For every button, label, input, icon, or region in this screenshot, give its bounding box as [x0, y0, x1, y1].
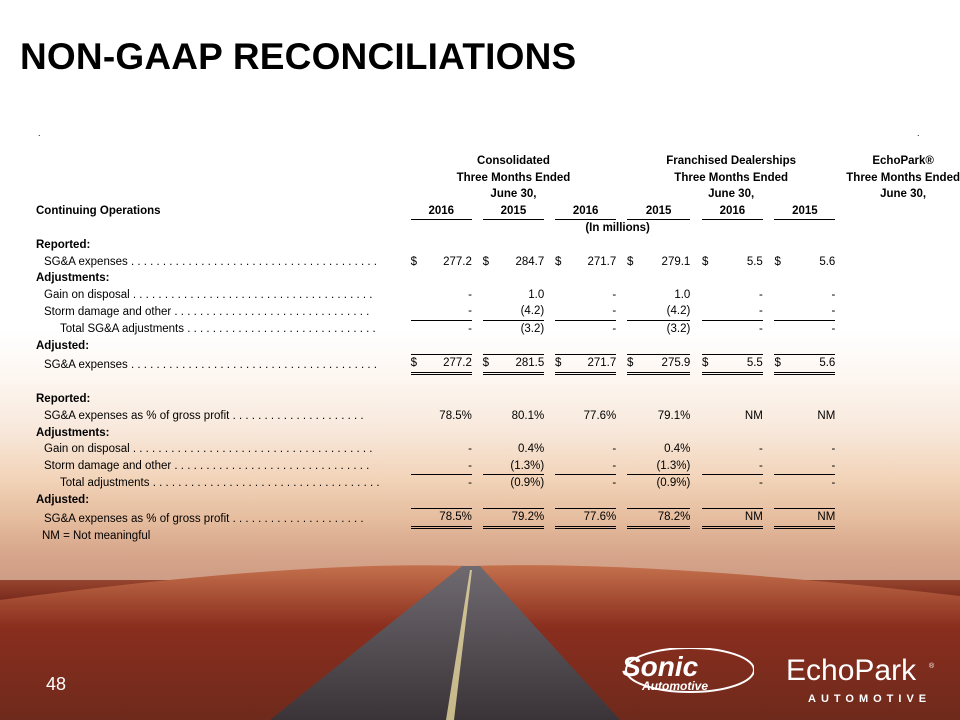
echopark-logo-mark: ®	[929, 663, 935, 670]
table-cell: 77.6%	[583, 409, 617, 422]
table-cell: 77.6%	[566, 509, 617, 528]
year-header: 2016	[411, 203, 472, 220]
row-label: SG&A expenses	[44, 358, 128, 371]
echopark-logo-sub: AUTOMOTIVE	[808, 693, 932, 705]
currency-symbol: $	[483, 355, 494, 374]
table-cell: 78.5%	[439, 409, 472, 422]
reconciliation-table	[36, 153, 960, 529]
table-cell: -	[468, 288, 472, 301]
dot-leader: . . . . . . . . . . . . . . . . . . . . . . . . . . . . . . . . . . . .	[149, 477, 380, 490]
table-cell: 284.7	[515, 255, 545, 268]
table-cell: NM	[744, 409, 763, 422]
header-row	[36, 186, 960, 203]
column-group-header: Three Months Ended	[674, 171, 789, 184]
table-cell: 1.0	[674, 288, 691, 301]
table-row	[36, 441, 960, 458]
row-label: SG&A expenses	[44, 255, 128, 268]
column-group-header: EchoPark®	[872, 155, 934, 167]
dot-leader: . . . . . . . . . . . . . . . . . . . . . . . . . . . . . . . . . . . . . . .	[127, 358, 377, 371]
table-cell: -	[713, 475, 763, 492]
table-cell: 5.5	[713, 355, 763, 374]
table-cell: 5.6	[819, 255, 836, 268]
header-row	[36, 153, 960, 170]
slide-number: 48	[46, 674, 67, 694]
currency-symbol: $	[482, 255, 490, 268]
year-header: 2015	[627, 203, 690, 220]
table-cell: NM	[713, 509, 763, 528]
row-label: Gain on disposal	[44, 288, 130, 301]
table-cell: 1.0	[528, 288, 545, 301]
sonic-logo-word: Sonic	[622, 651, 699, 682]
table-cell: -	[831, 459, 836, 472]
currency-symbol: $	[411, 355, 422, 374]
currency-symbol: $	[774, 255, 781, 268]
table-cell: -	[786, 475, 836, 492]
footnote: NM = Not meaningful	[42, 530, 151, 542]
table-row	[36, 320, 960, 337]
table-cell: -	[612, 288, 617, 301]
table-cell: (0.9%)	[493, 475, 544, 492]
section-label: Adjusted:	[36, 340, 90, 353]
table-body	[36, 153, 960, 528]
table-row	[36, 408, 960, 425]
row-label: Storm damage and other	[44, 305, 172, 318]
table-cell: (3.2)	[493, 320, 544, 337]
column-group-header: Three Months Ended	[846, 171, 960, 184]
section-label: Reported:	[36, 393, 91, 406]
table-cell: -	[758, 288, 763, 301]
unit-row	[36, 220, 960, 237]
unit-label: (In millions)	[585, 222, 650, 235]
table-cell: -	[421, 320, 472, 337]
currency-symbol: $	[701, 255, 709, 268]
dot-leader: . . . . . . . . . . . . . . . . . . . . . . . . . . . . . .	[184, 322, 376, 335]
echopark-logo-word: EchoPark	[786, 654, 917, 687]
row-label: Total adjustments	[60, 477, 150, 490]
table-row	[36, 287, 960, 304]
table-cell: -	[468, 459, 472, 472]
currency-symbol: $	[554, 255, 562, 268]
spacer-row	[36, 373, 960, 391]
year-header: 2016	[702, 203, 763, 220]
row-label: SG&A expenses as % of gross profit	[44, 409, 230, 422]
currency-symbol: $	[555, 355, 566, 374]
table-cell: 279.1	[661, 255, 691, 268]
year-row	[36, 203, 960, 220]
table-cell: 271.7	[587, 255, 617, 268]
dot-leader: . . . . . . . . . . . . . . . . . . . . . . . . . . . . . . . . . . . . . .	[129, 288, 373, 301]
section-label: Adjustments:	[36, 426, 110, 439]
table-row	[36, 509, 960, 528]
year-header: 2015	[774, 203, 835, 220]
table-cell: 277.2	[421, 355, 472, 374]
table-cell: -	[612, 443, 617, 456]
section-label: Adjusted:	[36, 494, 90, 507]
column-group-header: June 30,	[708, 188, 755, 201]
table-cell: 275.9	[638, 355, 690, 374]
table-cell: 78.2%	[638, 509, 690, 528]
table-cell: 78.5%	[421, 509, 472, 528]
table-cell: (3.2)	[638, 320, 690, 337]
table-cell: NM	[786, 509, 836, 528]
column-group-header: June 30,	[490, 188, 537, 201]
table-cell: -	[831, 288, 836, 301]
table-row	[36, 458, 960, 475]
table-cell: -	[612, 305, 617, 318]
table-cell: 281.5	[493, 355, 544, 374]
dot-leader: . . . . . . . . . . . . . . . . . . . . .	[229, 409, 364, 422]
section-label: Adjustments:	[36, 272, 110, 285]
row-header-label: Continuing Operations	[36, 205, 161, 218]
currency-symbol: $	[627, 255, 634, 268]
table-cell: -	[566, 320, 617, 337]
year-header: 2015	[483, 203, 545, 220]
table-cell: (1.3%)	[656, 459, 691, 472]
table-cell: 277.2	[443, 255, 472, 268]
table-row	[36, 237, 960, 254]
table-cell: -	[758, 305, 763, 318]
dot-leader: . . . . . . . . . . . . . . . . . . . . . . . . . . . . . . .	[171, 460, 370, 473]
dot-leader: . . . . . . . . . . . . . . . . . . . . . . . . . . . . . . . . . . . . . .	[129, 443, 373, 456]
table-row	[36, 254, 960, 271]
row-label: Storm damage and other	[44, 460, 172, 473]
table-cell: -	[786, 320, 836, 337]
table-cell: (1.3%)	[510, 459, 545, 472]
right-dot: .	[917, 128, 920, 138]
table-row	[36, 492, 960, 509]
table-cell: 80.1%	[511, 409, 545, 422]
currency-symbol: $	[702, 355, 713, 374]
column-group-header: June 30,	[880, 188, 927, 201]
table-cell: -	[758, 443, 763, 456]
table-row	[36, 355, 960, 374]
table-row	[36, 475, 960, 492]
table-cell: -	[468, 305, 472, 318]
table-cell: 0.4%	[518, 443, 545, 456]
page-title: NON-GAAP RECONCILIATIONS	[20, 36, 577, 77]
currency-symbol: $	[410, 255, 418, 268]
dot-leader: . . . . . . . . . . . . . . . . . . . . .	[229, 512, 364, 525]
table-cell: 79.2%	[493, 509, 544, 528]
table-row	[36, 270, 960, 287]
dot-leader: . . . . . . . . . . . . . . . . . . . . . . . . . . . . . . . . . . . . . . .	[127, 255, 377, 268]
table-cell: (0.9%)	[638, 475, 690, 492]
table-cell: 5.6	[786, 355, 836, 374]
table-row	[36, 338, 960, 355]
column-group-header: Consolidated	[477, 155, 550, 167]
column-group-header: Three Months Ended	[456, 171, 571, 184]
table-cell: -	[421, 475, 472, 492]
table-cell: (4.2)	[520, 305, 545, 318]
left-dot: .	[38, 128, 41, 138]
table-cell: 271.7	[566, 355, 617, 374]
sonic-automotive-logo	[612, 648, 754, 694]
year-header: 2016	[555, 203, 616, 220]
table-row	[36, 303, 960, 320]
dot-leader: . . . . . . . . . . . . . . . . . . . . . . . . . . . . . . .	[171, 305, 370, 318]
table-cell: -	[612, 459, 617, 472]
column-group-header: Franchised Dealerships	[666, 155, 797, 167]
table-cell: -	[468, 443, 472, 456]
table-cell: NM	[817, 409, 836, 422]
table-cell: (4.2)	[666, 305, 691, 318]
table-cell: -	[713, 320, 763, 337]
sonic-logo-sub: Automotive	[642, 679, 708, 693]
section-label: Reported:	[36, 238, 91, 251]
table-row	[36, 391, 960, 408]
table-cell: 79.1%	[657, 409, 691, 422]
currency-symbol: $	[627, 355, 638, 374]
row-label: SG&A expenses as % of gross profit	[44, 512, 230, 525]
table-cell: -	[831, 305, 836, 318]
table-cell: -	[758, 459, 763, 472]
table-cell: 5.5	[746, 255, 763, 268]
row-label: Total SG&A adjustments	[60, 322, 185, 335]
header-row	[36, 170, 960, 187]
echopark-automotive-logo	[786, 650, 936, 706]
table-cell: -	[566, 475, 617, 492]
row-label: Gain on disposal	[44, 443, 130, 456]
currency-symbol: $	[774, 355, 785, 374]
table-row	[36, 425, 960, 442]
table-cell: -	[831, 443, 836, 456]
table-cell: 0.4%	[664, 443, 691, 456]
